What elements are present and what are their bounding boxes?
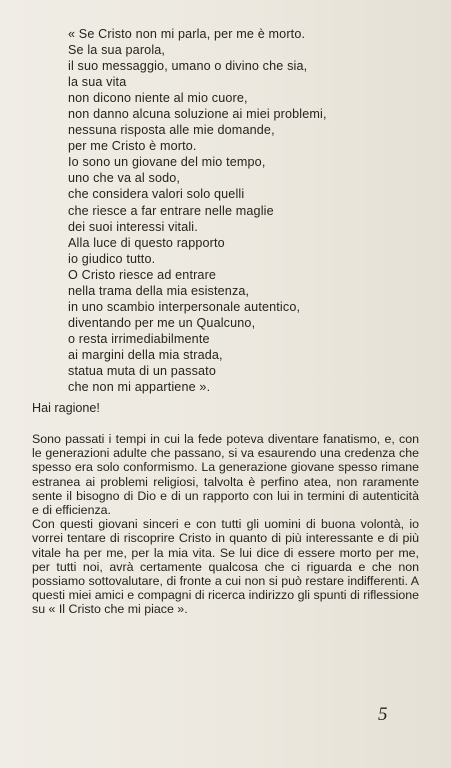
poem-quote [68,26,398,395]
poem-line: statua muta di un passato [68,363,216,378]
poem-line: il suo messaggio, umano o divino che sia, [68,59,308,74]
poem-line: O Cristo riesce ad entrare [68,267,217,282]
poem-line: « Se Cristo non mi parla, per me è morto. [68,27,306,41]
poem-line: che riesce a far entrare nelle maglie [68,203,274,218]
poem-line: o resta irrimediabilmente [68,331,210,346]
paragraph: Con questi giovani sinceri e con tutti gli uomini di buona volontà, io vorrei tentare di riscoprire Cristo in quanto di più interessante e di più vitale ha per me, per la mia vita. Se lui dice di essere morto per me, per tutti noi, avrà certamente qualcosa che ci riguarda e che non possiamo sottovalutare, di fronte a cui non si può restare indifferenti. A questi miei amici e compagni di ricerca indirizzo gli spunti di riflessione su « Il Cristo che mi piace ». [32,517,419,617]
poem-line: nella trama della mia esistenza, [68,283,250,298]
poem-line: uno che va al sodo, [68,171,181,186]
poem-line: che considera valori solo quelli [68,187,245,202]
poem-line: Alla luce di questo rapporto [68,235,225,250]
page-number: 5 [378,704,388,725]
poem-line: nessuna risposta alle mie domande, [68,123,275,138]
section-heading: Hai ragione! [32,401,100,415]
poem-line: per me Cristo è morto. [68,139,197,154]
poem-line: diventando per me un Qualcuno, [68,315,256,330]
poem-line: ai margini della mia strada, [68,347,223,362]
paragraph: Sono passati i tempi in cui la fede poteva diventare fanatismo, e, con le generazioni adulte che passano, si va esaurendo una credenza che spesso era solo conformismo. La generazione giovane spesso rimane estranea ai problemi religiosi, talvolta è perfino atea, non raramente sente il bisogno di Dio e di un rapporto con lui in termini di autenticità e di efficienza. [32,432,419,518]
poem-line: Se la sua parola, [68,43,166,58]
poem-line: io giudico tutto. [68,251,156,266]
poem-line: in uno scambio interpersonale autentico, [68,299,301,314]
poem-line: Io sono un giovane del mio tempo, [68,155,266,170]
poem-line: non dicono niente al mio cuore, [68,91,248,106]
poem-line: dei suoi interessi vitali. [68,219,198,234]
body-text [32,432,419,617]
poem-line: la sua vita [68,75,127,90]
poem-line: che non mi appartiene ». [68,380,211,395]
poem-line: non danno alcuna soluzione ai miei problemi, [68,107,327,122]
